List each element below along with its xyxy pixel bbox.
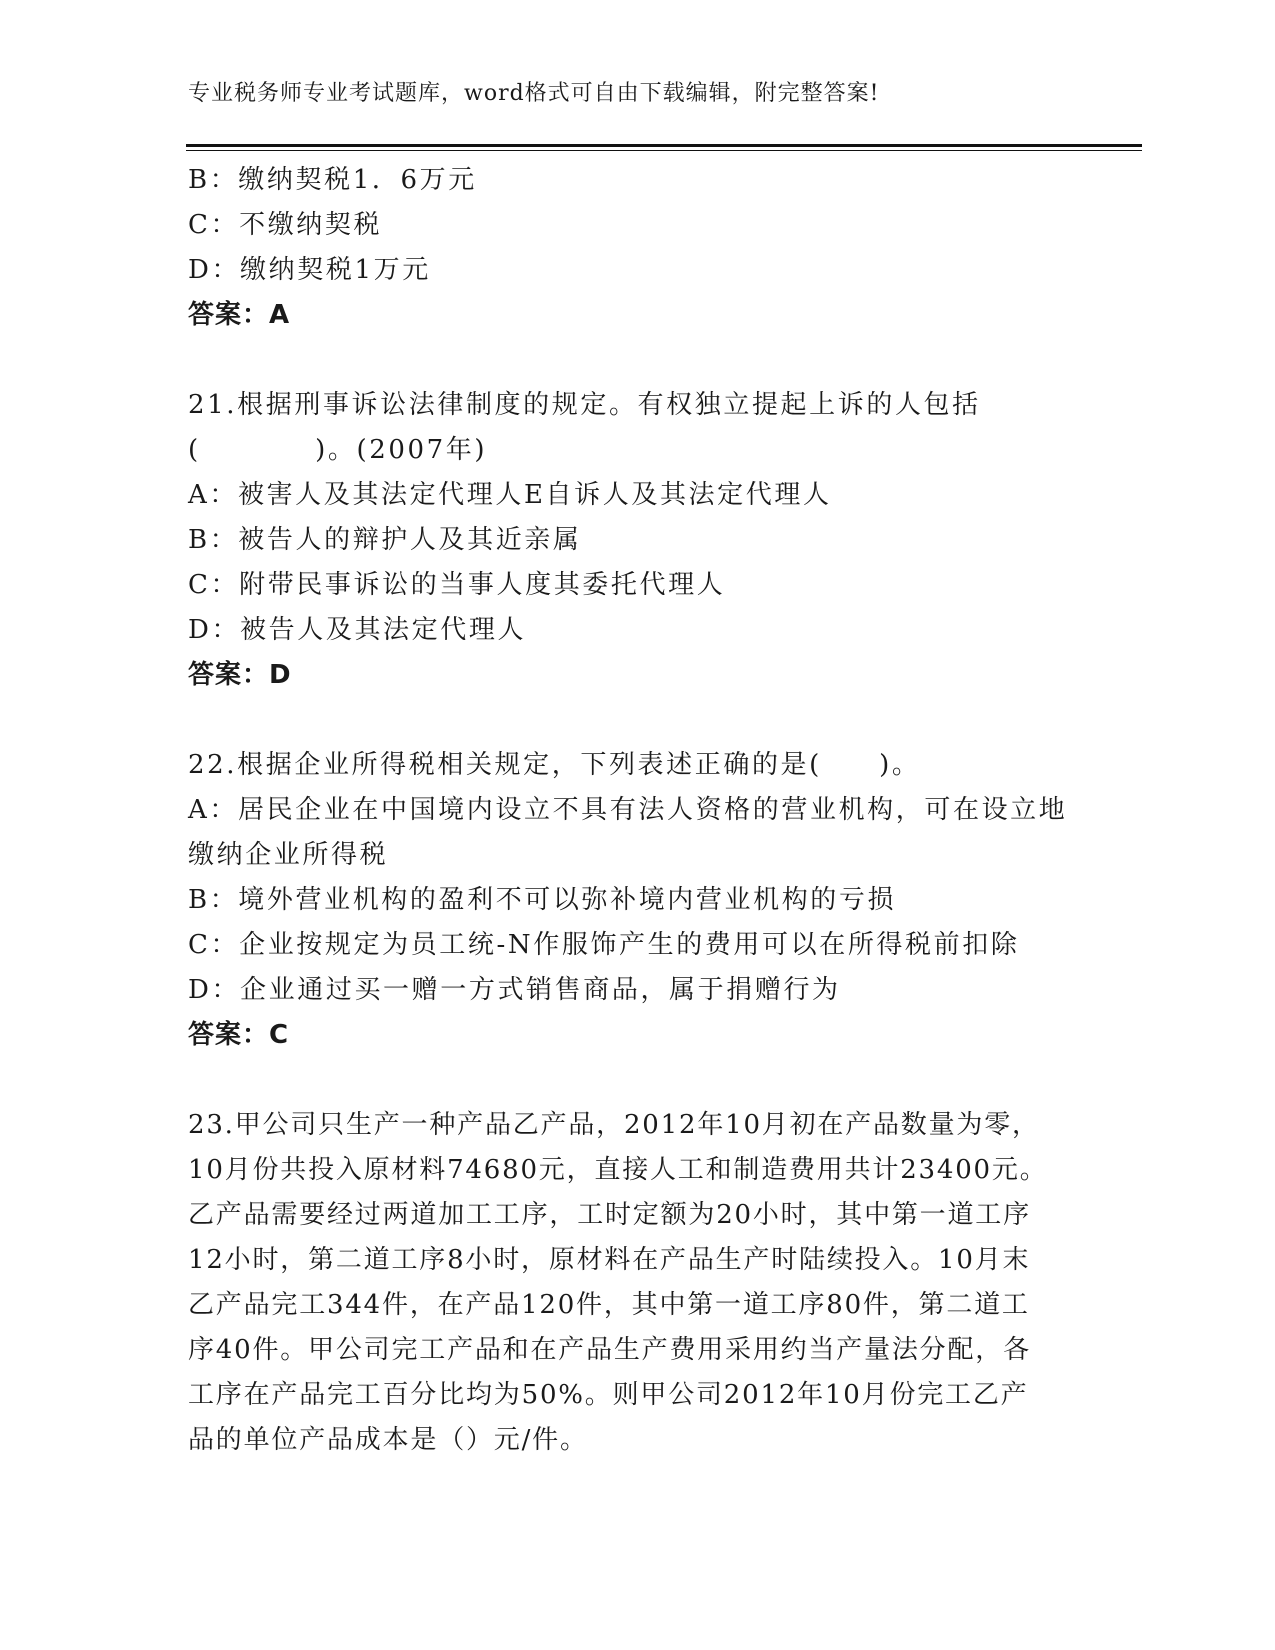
answer-label: 答案：C	[188, 1020, 290, 1050]
option-d: D：企业通过买一赠一方式销售商品，属于捐赠行为	[188, 975, 841, 1005]
answer-label: 答案：A	[188, 300, 291, 330]
option-c: C：不缴纳契税	[188, 210, 383, 240]
page-header: 专业税务师专业考试题库，word格式可自由下载编辑，附完整答案!	[188, 81, 880, 106]
spacer	[188, 338, 1078, 383]
question-stem-line: 23.甲公司只生产一种产品乙产品，2012年10月初在产品数量为零，	[188, 1110, 1040, 1140]
option-d: D：被告人及其法定代理人	[188, 615, 527, 645]
question-stem-line: 乙产品需要经过两道加工工序，工时定额为20小时，其中第一道工序	[188, 1200, 1031, 1230]
question-stem-line: 乙产品完工344件，在产品120件，其中第一道工序80件，第二道工	[188, 1290, 1030, 1320]
option-a-continued: 缴纳企业所得税	[188, 840, 389, 870]
question-stem-line: 21.根据刑事诉讼法律制度的规定。有权独立提起上诉的人包括	[188, 390, 981, 420]
question-23	[188, 1103, 1078, 1463]
spacer	[188, 698, 1078, 743]
question-prev	[188, 158, 1078, 338]
option-c: C：企业按规定为员工统-N作服饰产生的费用可以在所得税前扣除	[188, 930, 1020, 960]
option-b: B：境外营业机构的盈利不可以弥补境内营业机构的亏损	[188, 885, 897, 915]
spacer	[188, 1058, 1078, 1103]
option-b: B：缴纳契税1．6万元	[188, 165, 477, 195]
question-stem-line: 10月份共投入原材料74680元，直接人工和制造费用共计23400元。	[188, 1155, 1048, 1185]
question-stem-line: ( )。(2007年)	[188, 435, 488, 465]
option-a: A：被害人及其法定代理人E自诉人及其法定代理人	[188, 480, 832, 510]
question-stem-line: 12小时，第二道工序8小时，原材料在产品生产时陆续投入。10月末	[188, 1245, 1031, 1275]
option-c: C：附带民事诉讼的当事人度其委托代理人	[188, 570, 726, 600]
option-b: B：被告人的辩护人及其近亲属	[188, 525, 582, 555]
question-stem-line: 品的单位产品成本是（）元/件。	[188, 1425, 588, 1455]
document-body	[188, 158, 1078, 1463]
header-rule-thick	[186, 144, 1142, 147]
option-a: A：居民企业在中国境内设立不具有法人资格的营业机构，可在设立地	[188, 795, 1068, 825]
option-d: D：缴纳契税1万元	[188, 255, 431, 285]
answer-label: 答案：D	[188, 660, 292, 690]
question-22	[188, 743, 1078, 1058]
header-rule-thin	[186, 150, 1142, 151]
question-stem-line: 工序在产品完工百分比均为50%。则甲公司2012年10月份完工乙产	[188, 1380, 1029, 1410]
question-stem-line: 22.根据企业所得税相关规定，下列表述正确的是( )。	[188, 750, 921, 780]
question-21	[188, 383, 1078, 698]
question-stem-line: 序40件。甲公司完工产品和在产品生产费用采用约当产量法分配，各	[188, 1335, 1031, 1365]
